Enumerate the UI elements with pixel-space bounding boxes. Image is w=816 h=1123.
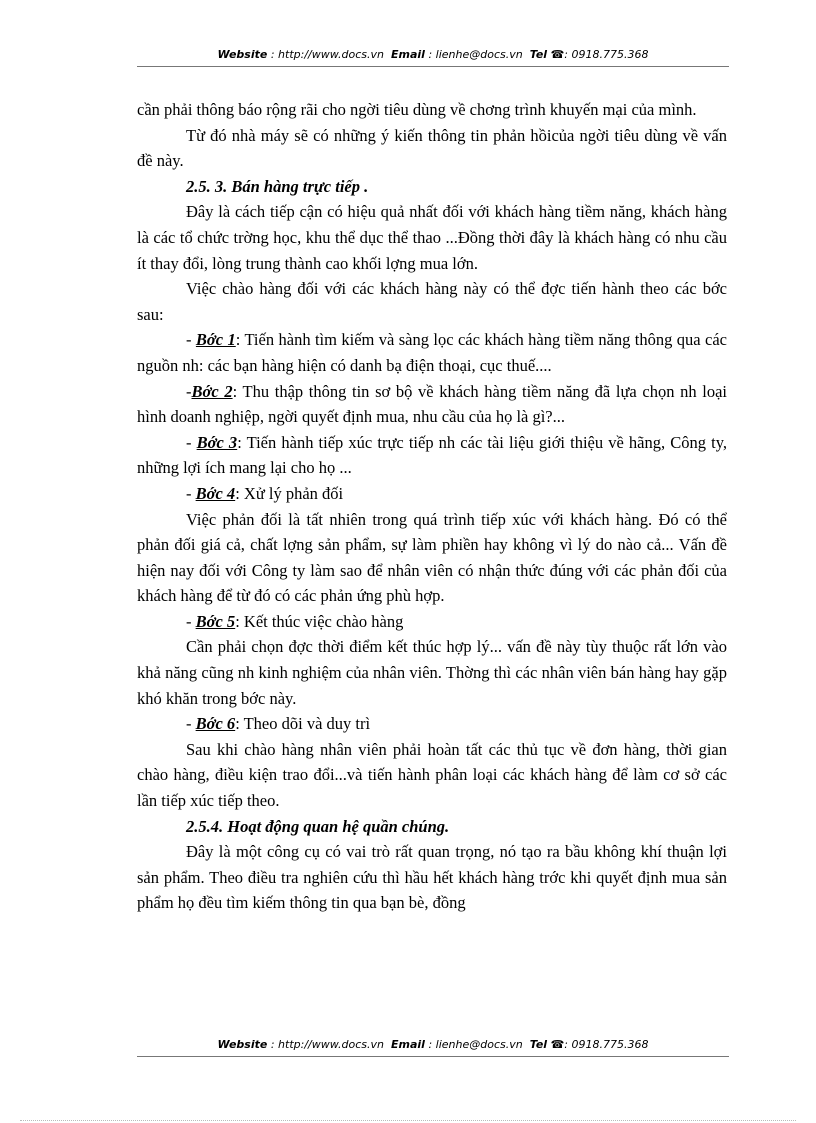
phone-icon: ☎ [550, 1038, 565, 1051]
step-label: Bớc 2 [191, 381, 233, 401]
paragraph: Cần phải chọn đợc thời điểm kết thúc hợp lý... vấn đề này tùy thuộc rất lớn vào khả năng cũng nh kinh nghiệm của nhân viên. Thờng thì các nhân viên bán hàng hay gặp khó khăn trong bớc này. [137, 637, 727, 708]
page-boundary [20, 1120, 796, 1121]
document-body [137, 97, 727, 916]
header-tel-label: Tel [529, 48, 548, 61]
footer-tel-value: : 0918.775.368 [564, 1038, 649, 1051]
step-item: - Bớc 1: Tiến hành tìm kiếm và sàng lọc các khách hàng tiềm năng thông qua các nguồn nh: các bạn hàng hiện có danh bạ điện thoại, cục thuế.... [137, 330, 727, 375]
step-label: Bớc 4 [195, 483, 236, 503]
step-item: - Bớc 5: Kết thúc việc chào hàng [186, 611, 404, 631]
page-header [137, 48, 729, 67]
footer-email-label: Email [391, 1038, 425, 1051]
section-heading: 2.5. 3. Bán hàng trực tiếp . [186, 176, 369, 196]
header-email-label: Email [391, 48, 425, 61]
paragraph: Việc phản đối là tất nhiên trong quá trình tiếp xúc với khách hàng. Đó có thể phản đối giá cả, chất lợng sản phẩm, sự làm phiền hay không vì lý do nào cả... Vấn đề hiện nay đối với Công ty làm sao để nhân viên có nhận thức đúng với các phản đối của khách hàng để từ đó có các phản ứng phù hợp. [137, 509, 727, 606]
step-item: - Bớc 3: Tiến hành tiếp xúc trực tiếp nh các tài liệu giới thiệu về hãng, Công ty, những lợi ích mang lại cho họ ... [137, 432, 728, 478]
paragraph: Đây là cách tiếp cận có hiệu quả nhất đối với khách hàng tiềm năng, khách hàng là các tổ chức trờng học, khu thể dục thể thao ...Đồng thời đây là khách hàng có nhu cầu ít thay đổi, lòng trung thành cao khối lợng mua lớn. [137, 202, 727, 273]
footer-tel-label: Tel [529, 1038, 548, 1051]
page-footer [137, 1038, 729, 1057]
step-label: Bớc 5 [195, 611, 236, 631]
header-tel-value: : 0918.775.368 [564, 48, 649, 61]
step-label: Bớc 6 [195, 714, 236, 734]
phone-icon: ☎ [550, 48, 565, 61]
footer-email-link[interactable]: : lienhe@docs.vn [428, 1038, 523, 1051]
step-label: Bớc 1 [195, 330, 236, 350]
step-item: - Bớc 4: Xử lý phản đối [186, 483, 344, 503]
header-email-link[interactable]: : lienhe@docs.vn [428, 48, 523, 61]
header-website-label: Website [217, 48, 268, 61]
paragraph: Sau khi chào hàng nhân viên phải hoàn tất các thủ tục về đơn hàng, thời gian chào hàng, điều kiện trao đổi...và tiến hành phân loại các khách hàng để làm cơ sở các lần tiếp xúc tiếp theo. [137, 739, 727, 811]
footer-website-link[interactable]: : http://www.docs.vn [270, 1038, 385, 1051]
step-item: - Bớc 6: Theo dõi và duy trì [186, 714, 371, 734]
paragraph: Từ đó nhà máy sẽ có những ý kiến thông tin phản hồicủa ngời tiêu dùng về vấn đề này. [137, 125, 727, 171]
footer-website-label: Website [217, 1038, 268, 1051]
step-label: Bớc 3 [196, 432, 238, 452]
header-website-link[interactable]: : http://www.docs.vn [270, 48, 385, 61]
step-item: -Bớc 2: Thu thập thông tin sơ bộ về khách hàng tiềm năng đã lựa chọn nh loại hình doanh nghiệp, ngời quyết định mua, nhu cầu của họ là gì?... [137, 381, 727, 427]
paragraph: cần phải thông báo rộng rãi cho ngời tiêu dùng về chơng trình khuyến mại của mình. [137, 100, 697, 119]
paragraph: Việc chào hàng đối với các khách hàng này có thể đợc tiến hành theo các bớc sau: [137, 279, 727, 324]
paragraph: Đây là một công cụ có vai trò rất quan trọng, nó tạo ra bầu không khí thuận lợi sản phẩm. Theo điều tra nghiên cứu thì hầu hết khách hàng trớc khi quyết định mua sản phẩm họ đều tìm kiếm thông tin qua bạn bè, đồng [137, 842, 727, 913]
section-heading: 2.5.4. Hoạt động quan hệ quần chúng. [186, 816, 450, 836]
